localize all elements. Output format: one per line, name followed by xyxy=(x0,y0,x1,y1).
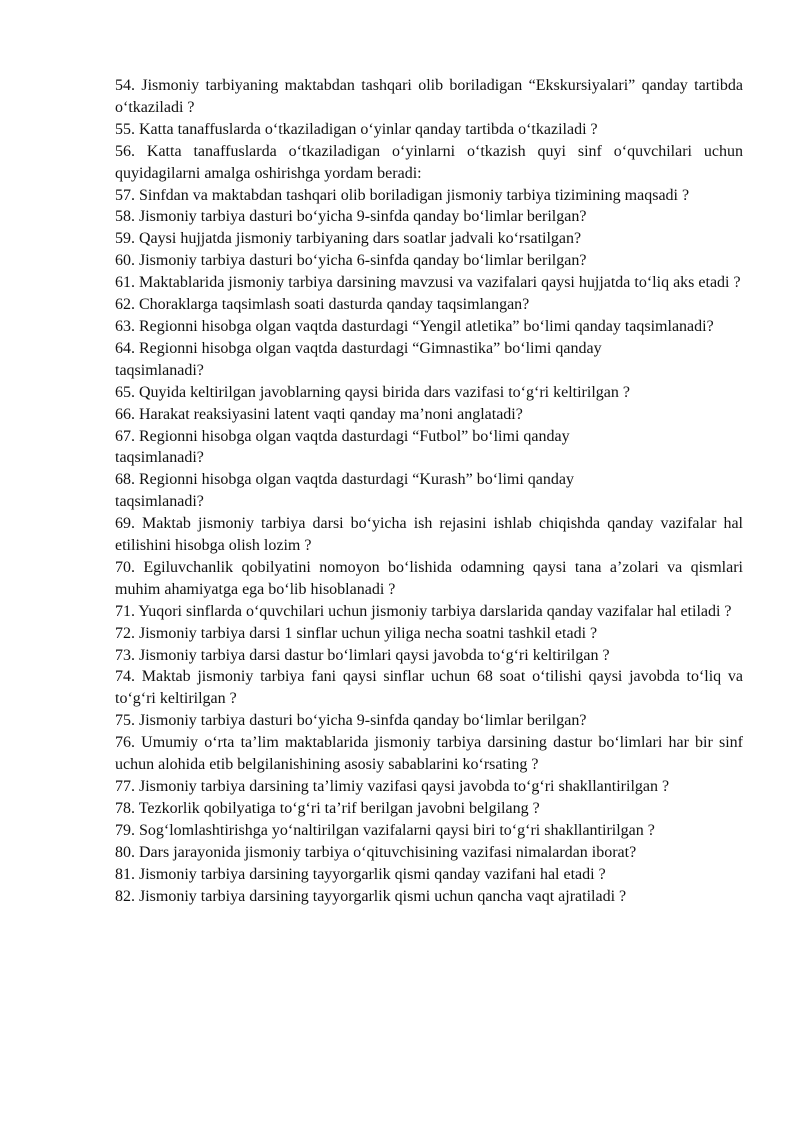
question-item: 71. Yuqori sinflarda o‘quvchilari uchun jismoniy tarbiya darslarida qanday vazifalar hal etiladi ? xyxy=(115,602,732,620)
question-item: 73. Jismoniy tarbiya darsi dastur bo‘limlari qaysi javobda to‘g‘ri keltirilgan ? xyxy=(115,646,610,664)
question-item: 80. Dars jarayonida jismoniy tarbiya o‘qituvchisining vazifasi nimalardan iborat? xyxy=(115,843,637,861)
question-item: 82. Jismoniy tarbiya darsining tayyorgarlik qismi uchun qancha vaqt ajratiladi ? xyxy=(115,887,627,905)
question-item: 78. Tezkorlik qobilyatiga to‘g‘ri ta’rif berilgan javobni belgilang ? xyxy=(115,799,540,817)
question-item: 67. Regionni hisobga olgan vaqtda dasturdagi “Futbol” bo‘limi qanday taqsimlanadi? xyxy=(115,427,570,467)
question-item: 60. Jismoniy tarbiya dasturi bo‘yicha 6-sinfda qanday bo‘limlar berilgan? xyxy=(115,252,587,270)
question-item: 79. Sog‘lomlashtirishga yo‘naltirilgan vazifalarni qaysi biri to‘g‘ri shakllantirilgan ? xyxy=(115,821,655,839)
question-item: 62. Choraklarga taqsimlash soati dasturda qanday taqsimlangan? xyxy=(115,296,530,314)
question-item: 68. Regionni hisobga olgan vaqtda dasturdagi “Kurash” bo‘limi qanday taqsimlanadi? xyxy=(115,471,575,511)
question-item: 56. Katta tanaffuslarda o‘tkaziladigan o‘yinlarni o‘tkazish quyi sinf o‘quvchilari uchun quyidagilarni amalga oshirishga yordam beradi: xyxy=(115,142,743,182)
question-item: 55. Katta tanaffuslarda o‘tkaziladigan o‘yinlar qanday tartibda o‘tkaziladi ? xyxy=(115,120,598,138)
question-item: 57. Sinfdan va maktabdan tashqari olib boriladigan jismoniy tarbiya tizimining maqsadi ? xyxy=(115,186,690,204)
question-item: 65. Quyida keltirilgan javoblarning qaysi birida dars vazifasi to‘g‘ri keltirilgan ? xyxy=(115,383,630,401)
question-item: 59. Qaysi hujjatda jismoniy tarbiyaning dars soatlar jadvali ko‘rsatilgan? xyxy=(115,230,582,248)
question-item: 76. Umumiy o‘rta ta’lim maktablarida jismoniy tarbiya darsining dastur bo‘limlari har bir sinf uchun alohida etib belgilanishining asosiy sabablarini ko‘rsating ? xyxy=(115,734,743,774)
question-item: 58. Jismoniy tarbiya dasturi bo‘yicha 9-sinfda qanday bo‘limlar berilgan? xyxy=(115,208,587,226)
question-item: 77. Jismoniy tarbiya darsining ta’limiy vazifasi qaysi javobda to‘g‘ri shakllantirilgan ? xyxy=(115,778,670,795)
question-item: 69. Maktab jismoniy tarbiya darsi bo‘yicha ish rejasini ishlab chiqishda qanday vazifalar hal etilishini hisobga olish lozim ? xyxy=(115,515,743,555)
question-item: 75. Jismoniy tarbiya dasturi bo‘yicha 9-sinfda qanday bo‘limlar berilgan? xyxy=(115,712,587,730)
question-item: 70. Egiluvchanlik qobilyatini nomoyon bo‘lishida odamning qaysi tana a’zolari va qismlari muhim ahamiyatga ega bo‘lib hisoblanadi ? xyxy=(115,558,743,598)
question-item: 54. Jismoniy tarbiyaning maktabdan tashqari olib boriladigan “Ekskursiyalari” qanday tartibda o‘tkaziladi ? xyxy=(115,77,743,116)
question-item: 61. Maktablarida jismoniy tarbiya darsining mavzusi va vazifalari qaysi hujjatda to‘liq aks etadi ? xyxy=(115,274,741,292)
question-item: 74. Maktab jismoniy tarbiya fani qaysi sinflar uchun 68 soat o‘tilishi qaysi javobda to‘liq va to‘g‘ri keltirilgan ? xyxy=(115,668,743,708)
question-item: 64. Regionni hisobga olgan vaqtda dasturdagi “Gimnastika” bo‘limi qanday taqsimlanadi? xyxy=(115,339,602,379)
document-page xyxy=(115,75,743,907)
question-item: 81. Jismoniy tarbiya darsining tayyorgarlik qismi qanday vazifani hal etadi ? xyxy=(115,865,606,883)
question-item: 72. Jismoniy tarbiya darsi 1 sinflar uchun yiliga necha soatni tashkil etadi ? xyxy=(115,624,598,642)
question-item: 66. Harakat reaksiyasini latent vaqti qanday ma’noni anglatadi? xyxy=(115,405,523,423)
question-item: 63. Regionni hisobga olgan vaqtda dasturdagi “Yengil atletika” bo‘limi qanday taqsimlanadi? xyxy=(115,317,714,335)
